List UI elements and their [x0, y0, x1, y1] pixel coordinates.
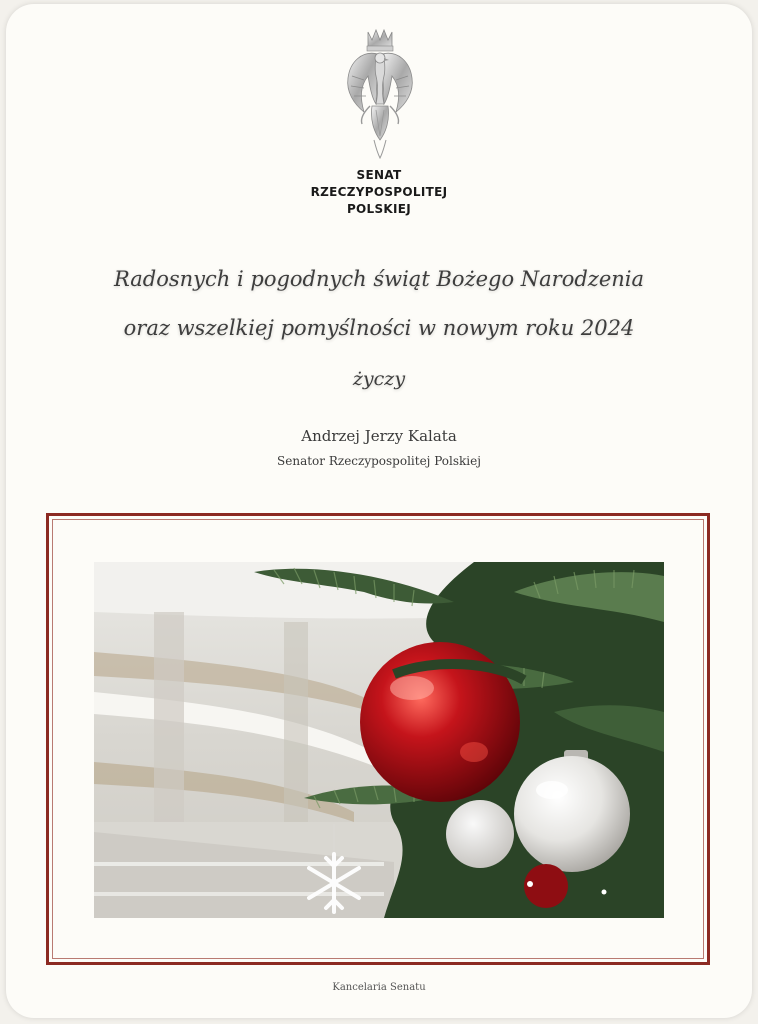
greeting-line-1: Radosnych i pogodnych świąt Bożego Narodzenia — [113, 267, 645, 291]
eagle-emblem-icon — [340, 28, 420, 160]
footer-text: Kancelaria Senatu — [332, 982, 426, 993]
institution-line-3: POLSKIEJ — [346, 202, 412, 216]
greeting-card — [6, 4, 752, 1018]
greeting-line-2: oraz wszelkiej pomyślności w nowym roku 2024 — [123, 316, 635, 340]
signature-name: Andrzej Jerzy Kalata — [301, 427, 457, 445]
signature-title: Senator Rzeczypospolitej Polskiej — [277, 454, 481, 468]
institution-line-2: RZECZYPOSPOLITEJ — [310, 185, 448, 199]
christmas-tree-photo — [94, 562, 664, 918]
greeting-wishes: życzy — [352, 368, 406, 390]
institution-line-1: SENAT — [356, 168, 402, 182]
